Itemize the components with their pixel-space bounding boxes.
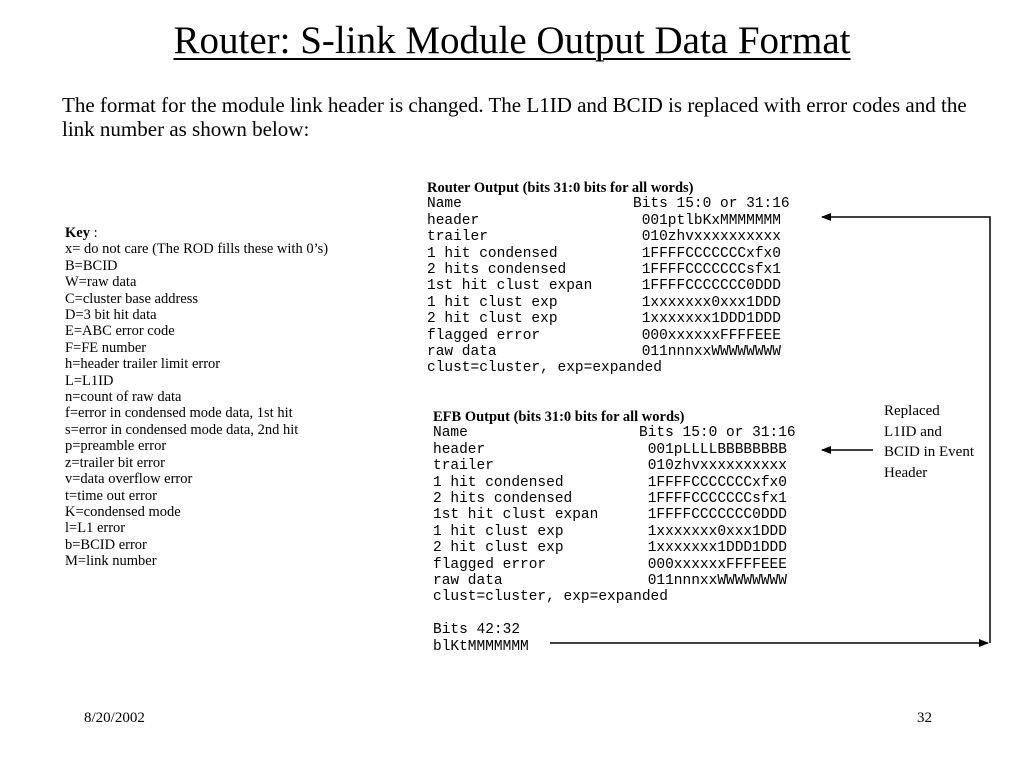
efb-row-name: trailer (433, 458, 494, 475)
efb-row-bits: 1FFFFCCCCCCCsfx1 (639, 491, 787, 508)
router-row (427, 196, 790, 212)
router-row (427, 262, 790, 278)
key-label: Key (65, 225, 90, 241)
efb-row-name: 1 hit condensed (433, 474, 564, 491)
router-row (427, 246, 790, 262)
efb-row-name: Name (433, 425, 468, 442)
efb-row-name: 1st hit clust expan (433, 507, 599, 524)
key-item: F=FE number (65, 339, 147, 356)
key-item: C=cluster base address (65, 290, 198, 307)
key-item: h=header trailer limit error (65, 356, 221, 373)
efb-row-name: header (433, 441, 486, 458)
router-row-bits: 001ptlbKxMMMMMMM (633, 212, 781, 229)
router-row-name: 1st hit clust expan (427, 278, 593, 295)
efb-row-bits: 010zhvxxxxxxxxxx (639, 458, 787, 475)
efb-row (433, 425, 796, 441)
efb-row-bits: 1xxxxxxx0xxx1DDD (639, 523, 787, 540)
key-item: B=BCID (65, 257, 118, 274)
router-row-bits: Bits 15:0 or 31:16 (633, 196, 790, 213)
efb-row (433, 442, 796, 458)
efb-row-bits: 1FFFFCCCCCCC0DDD (639, 507, 787, 524)
router-row (427, 328, 790, 344)
router-row-name: 2 hit clust exp (427, 311, 558, 328)
router-row-name: 1 hit clust exp (427, 294, 558, 311)
efb-row-name: raw data (433, 573, 503, 590)
efb-extra-value: blKtMMMMMMM (433, 638, 529, 655)
key-item: x= do not care (The ROD fills these with 0’s) (65, 241, 329, 258)
key-item: L=L1ID (65, 372, 114, 389)
efb-row (433, 475, 796, 491)
key-item: z=trailer bit error (65, 454, 165, 471)
router-row (427, 278, 790, 294)
footer-date: 8/20/2002 (84, 710, 145, 726)
router-row-bits: 1xxxxxxx0xxx1DDD (633, 294, 781, 311)
router-row-bits: 1FFFFCCCCCCCxfx0 (633, 245, 781, 262)
efb-row-bits: 1FFFFCCCCCCCxfx0 (639, 474, 787, 491)
router-row-bits: 010zhvxxxxxxxxxx (633, 229, 781, 246)
replaced-note: Replaced L1ID and BCID in Event Header (884, 403, 974, 481)
key-legend (65, 225, 395, 570)
efb-row (433, 507, 796, 523)
router-row-name: trailer (427, 229, 488, 246)
router-row-bits: 011nnnxxWWWWWWWW (633, 344, 781, 361)
router-row (427, 311, 790, 327)
efb-blank-line (433, 606, 796, 622)
router-row-name: 1 hit condensed (427, 245, 558, 262)
efb-row (433, 524, 796, 540)
key-item: K=condensed mode (65, 503, 181, 520)
key-label-suffix: : (89, 225, 98, 241)
key-item: n=count of raw data (65, 389, 182, 406)
router-row-bits: 1xxxxxxx1DDD1DDD (633, 311, 781, 328)
key-item: f=error in condensed mode data, 1st hit (65, 405, 293, 422)
key-item: s=error in condensed mode data, 2nd hit (65, 421, 299, 438)
key-item: W=raw data (65, 274, 137, 291)
efb-row (433, 491, 796, 507)
router-row-name: raw data (427, 344, 497, 361)
efb-row-name: 2 hits condensed (433, 491, 573, 508)
efb-row-bits: 1xxxxxxx1DDD1DDD (639, 540, 787, 557)
efb-output-footer: clust=cluster, exp=expanded (433, 589, 668, 606)
efb-row (433, 540, 796, 556)
key-item: D=3 bit hit data (65, 307, 157, 324)
router-row-name: Name (427, 196, 462, 213)
router-row-name: 2 hits condensed (427, 262, 567, 279)
router-row (427, 213, 790, 229)
router-output-table (427, 180, 790, 377)
efb-output-table (433, 409, 796, 655)
efb-row-bits: 000xxxxxxFFFFEEE (639, 556, 787, 573)
router-row (427, 229, 790, 245)
key-items-list (65, 241, 395, 569)
efb-row (433, 557, 796, 573)
efb-output-heading: EFB Output (bits 31:0 bits for all words) (433, 409, 685, 425)
footer-page-number: 32 (917, 710, 932, 726)
intro-text: The format for the module link header is changed. The L1ID and BCID is replaced with error codes and the link number as shown below: (62, 93, 967, 141)
efb-row-name: 1 hit clust exp (433, 523, 564, 540)
efb-row-bits: Bits 15:0 or 31:16 (639, 425, 796, 442)
router-output-rows (427, 196, 790, 360)
router-row-name: header (427, 212, 480, 229)
efb-row (433, 458, 796, 474)
router-row (427, 295, 790, 311)
router-output-footer: clust=cluster, exp=expanded (427, 360, 662, 377)
efb-row-bits: 001pLLLLBBBBBBBB (639, 441, 787, 458)
efb-row (433, 573, 796, 589)
key-item: E=ABC error code (65, 323, 175, 340)
router-row (427, 344, 790, 360)
key-item: t=time out error (65, 487, 157, 504)
efb-row-name: 2 hit clust exp (433, 540, 564, 557)
efb-extra-label: Bits 42:32 (433, 622, 521, 639)
router-row-bits: 1FFFFCCCCCCCsfx1 (633, 262, 781, 279)
router-row-bits: 1FFFFCCCCCCC0DDD (633, 278, 781, 295)
key-item: p=preamble error (65, 438, 167, 455)
efb-row-name: flagged error (433, 556, 547, 573)
key-item: M=link number (65, 553, 157, 570)
slide-title: Router: S-link Module Output Data Format (173, 19, 851, 62)
key-item: l=L1 error (65, 520, 126, 537)
efb-row-bits: 011nnnxxWWWWWWWW (639, 573, 787, 590)
router-row-bits: 000xxxxxxFFFFEEE (633, 327, 781, 344)
router-row-name: flagged error (427, 327, 541, 344)
key-item: b=BCID error (65, 536, 147, 553)
router-output-heading: Router Output (bits 31:0 bits for all words) (427, 180, 694, 196)
key-item: v=data overflow error (65, 471, 193, 488)
efb-output-rows (433, 425, 796, 589)
key-title (65, 225, 395, 241)
